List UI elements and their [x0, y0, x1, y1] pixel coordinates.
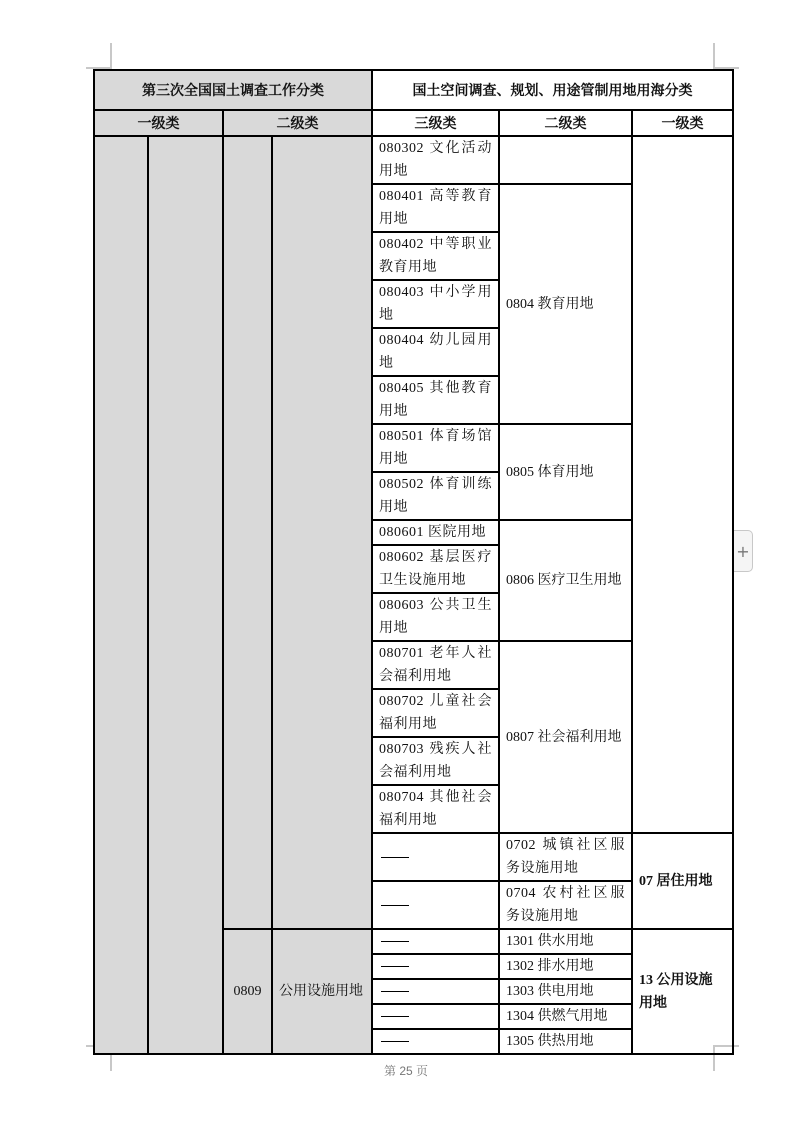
- header-level2: 二级类: [499, 110, 632, 136]
- survey-level1-name-cell: [148, 136, 223, 1054]
- plus-icon: +: [736, 541, 750, 561]
- header-level3: 三级类: [372, 110, 499, 136]
- dash-placeholder: [381, 1041, 409, 1042]
- level2-cell-0807: 0807 社会福利用地: [499, 641, 632, 833]
- crop-mark-top-right-v: [713, 43, 715, 69]
- survey-level1-code-cell: [94, 136, 148, 1054]
- level3-cell: 080401 高等教育用地: [372, 184, 499, 232]
- level3-cell-empty: [372, 979, 499, 1004]
- page-number: 第 25 页: [383, 1064, 429, 1078]
- crop-mark-top-left-v: [110, 43, 112, 69]
- level2-cell-0704: 0704 农村社区服务设施用地: [499, 881, 632, 929]
- level2-cell-1301: 1301 供水用地: [499, 929, 632, 954]
- survey-level2-name-0809: 公用设施用地: [272, 929, 372, 1054]
- level3-cell-empty: [372, 881, 499, 929]
- level3-cell: 080703 残疾人社会福利用地: [372, 737, 499, 785]
- level3-cell-empty: [372, 954, 499, 979]
- level2-cell-1302: 1302 排水用地: [499, 954, 632, 979]
- level2-cell-0803: [499, 136, 632, 184]
- header-survey-classification: 第三次全国国土调查工作分类: [94, 70, 372, 110]
- dash-placeholder: [381, 966, 409, 967]
- header-spatial-classification: 国土空间调查、规划、用途管制用地用海分类: [372, 70, 733, 110]
- level1-cell-07: 07 居住用地: [632, 833, 733, 929]
- level2-cell-0804: 0804 教育用地: [499, 184, 632, 424]
- dash-placeholder: [381, 1016, 409, 1017]
- header-level1: 一级类: [632, 110, 733, 136]
- level2-cell-1305: 1305 供热用地: [499, 1029, 632, 1054]
- level3-cell: 080704 其他社会福利用地: [372, 785, 499, 833]
- dash-placeholder: [381, 991, 409, 992]
- level3-cell: 080702 儿童社会福利用地: [372, 689, 499, 737]
- level3-cell: 080601 医院用地: [372, 520, 499, 545]
- land-classification-table: [93, 69, 734, 1055]
- level3-cell: 080402 中等职业教育用地: [372, 232, 499, 280]
- level2-cell-0702: 0702 城镇社区服务设施用地: [499, 833, 632, 881]
- level1-cell-blank: [632, 136, 733, 833]
- level3-cell: 080501 体育场馆用地: [372, 424, 499, 472]
- level3-cell: 080701 老年人社会福利用地: [372, 641, 499, 689]
- level3-cell: 080602 基层医疗卫生设施用地: [372, 545, 499, 593]
- level3-cell: 080404 幼儿园用地: [372, 328, 499, 376]
- level3-cell-empty: [372, 1004, 499, 1029]
- level3-cell-empty: [372, 1029, 499, 1054]
- add-tab-button[interactable]: [734, 530, 753, 572]
- level3-cell: 080302 文化活动用地: [372, 136, 499, 184]
- level2-cell-0806: 0806 医疗卫生用地: [499, 520, 632, 641]
- dash-placeholder: [381, 905, 409, 906]
- level2-cell-1304: 1304 供燃气用地: [499, 1004, 632, 1029]
- level3-cell: 080502 体育训练用地: [372, 472, 499, 520]
- dash-placeholder: [381, 857, 409, 858]
- survey-level2-name-cell: [272, 136, 372, 929]
- level3-cell: 080603 公共卫生用地: [372, 593, 499, 641]
- dash-placeholder: [381, 941, 409, 942]
- level2-cell-0805: 0805 体育用地: [499, 424, 632, 520]
- header-survey-level1: 一级类: [94, 110, 223, 136]
- survey-level2-code-cell: [223, 136, 272, 929]
- header-survey-level2: 二级类: [223, 110, 372, 136]
- level3-cell: 080403 中小学用地: [372, 280, 499, 328]
- level3-cell: 080405 其他教育用地: [372, 376, 499, 424]
- level3-cell-empty: [372, 833, 499, 881]
- survey-level2-code-0809: 0809: [223, 929, 272, 1054]
- level1-cell-13: 13 公用设施用地: [632, 929, 733, 1054]
- level2-cell-1303: 1303 供电用地: [499, 979, 632, 1004]
- level3-cell-empty: [372, 929, 499, 954]
